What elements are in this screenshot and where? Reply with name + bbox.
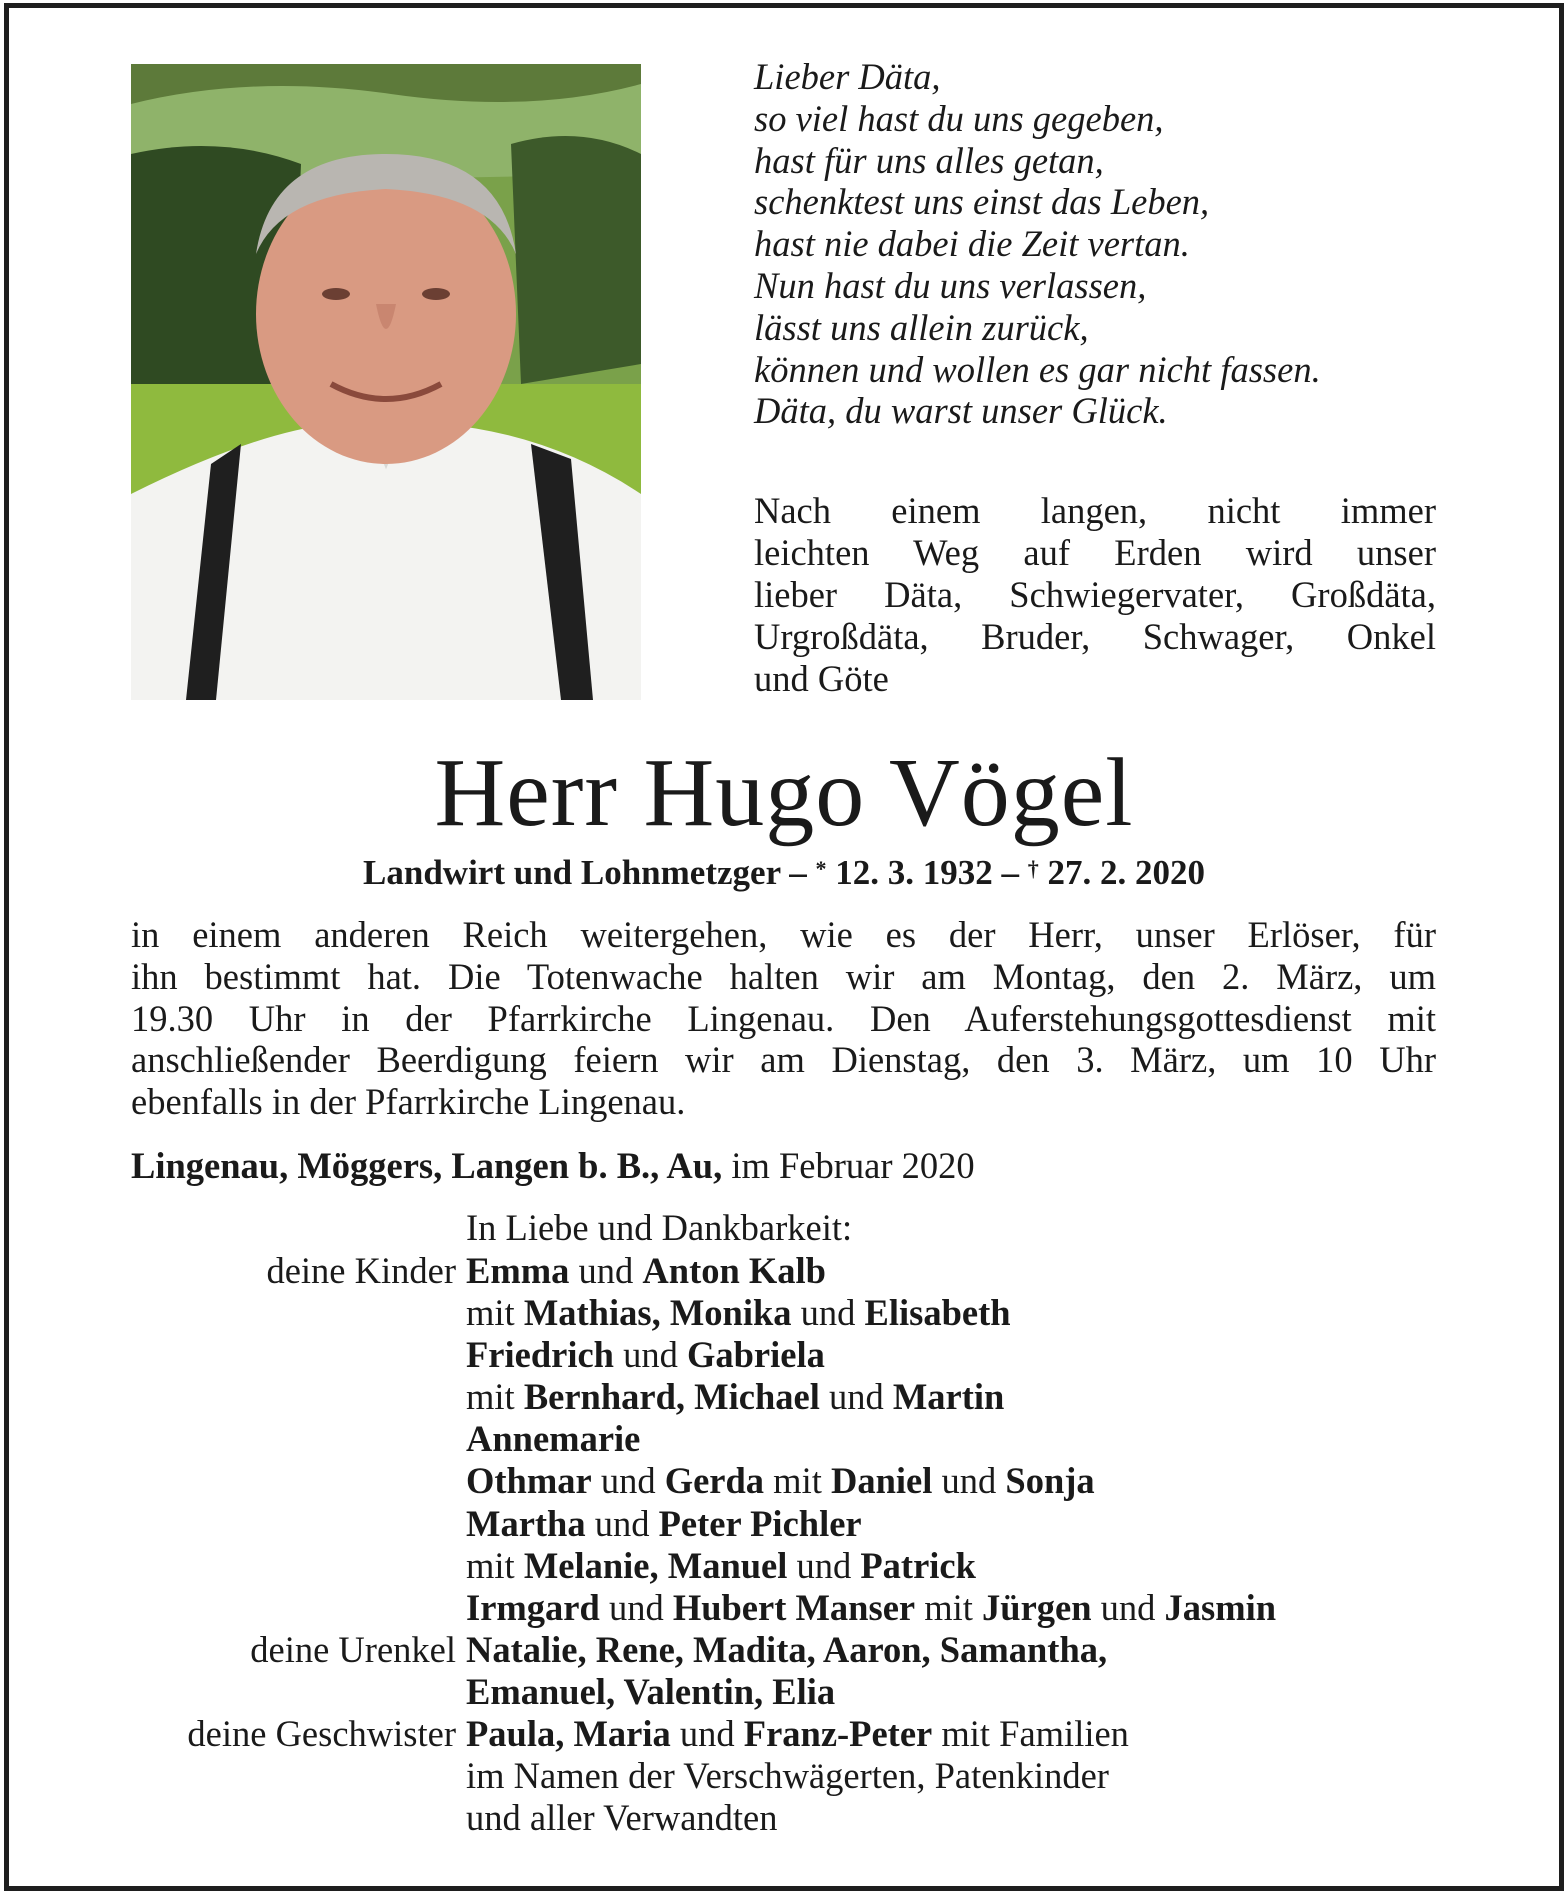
family-name: Othmar [466,1460,592,1502]
intro-line: lieber Däta, Schwiegervater, Großdäta, [754,574,1436,615]
dash: – [1001,853,1019,892]
body-line: in einem anderen Reich weitergehen, wie es der Herr, unser Erlöser, für [131,914,1436,955]
family-name: Jasmin [1164,1586,1277,1628]
deceased-name: Herr Hugo Vögel [434,739,1134,847]
family-row [0,1671,1568,1713]
family-name: Franz-Peter [743,1713,933,1755]
poem-line: so viel hast du uns gegeben, [754,97,1164,139]
children-label: deine Kinder [266,1250,456,1291]
portrait-photo [131,64,641,700]
family-row [0,1250,1568,1292]
family-row [0,1545,1568,1587]
poem-line: hast für uns alles getan, [754,139,1104,181]
poem-line: Däta, du warst unser Glück. [754,390,1168,432]
with-word: mit [466,1292,515,1334]
family-name: Irmgard [466,1586,600,1628]
family-row [0,1334,1568,1376]
closing-line: im Namen der Verschwägerten, Patenkinder [466,1755,1109,1797]
family-name: Jürgen [982,1586,1092,1628]
body-line: 19.30 Uhr in der Pfarrkirche Lingenau. Den Auferstehungsgottesdienst mit [131,997,1436,1039]
family-name: Emanuel, Valentin, Elia [466,1670,836,1712]
and-word: und [800,1292,856,1334]
thanks-line: In Liebe und Dankbarkeit: [466,1207,853,1248]
family-row [0,1292,1568,1334]
intro-line: Nach einem langen, nicht immer [754,490,1436,531]
family-name: Natalie, Rene, Madita, Aaron, Samantha, [466,1628,1108,1670]
death-symbol: † [1027,856,1039,881]
poem-line: schenktest uns einst das Leben, [754,181,1210,223]
intro-text [754,490,1436,700]
family-row [0,1460,1568,1502]
family-name: Bernhard, Michael [523,1376,820,1418]
siblings-suffix: mit Familien [941,1713,1129,1755]
family-row [0,1376,1568,1418]
poem-line: lässt uns allein zurück, [754,306,1089,348]
family-name: Peter Pichler [658,1502,862,1544]
family-row [0,1503,1568,1545]
dash: – [789,853,807,892]
family-name: Paula, Maria [466,1713,671,1755]
family-name: Sonja [1005,1460,1095,1502]
family-name: Gerda [664,1460,765,1502]
poem-line: können und wollen es gar nicht fassen. [754,348,1321,390]
and-word: und [1100,1586,1156,1628]
and-word: und [828,1376,884,1418]
and-word: und [941,1460,997,1502]
with-word: mit [466,1376,515,1418]
family-name: Mathias, Monika [523,1292,792,1334]
family-name: Martha [466,1502,586,1544]
family-row [0,1587,1568,1629]
family-name: Hubert Manser [672,1586,916,1628]
and-word: und [623,1334,678,1376]
family-list [0,1250,1568,1839]
family-name: Gabriela [686,1334,825,1376]
family-row [0,1797,1568,1839]
with-word: mit [924,1586,973,1628]
greatgrandchildren-label: deine Urenkel [250,1628,456,1670]
body-text [131,914,1436,1123]
family-name: Martin [892,1376,1005,1418]
and-word: und [796,1544,852,1586]
body-line: ihn bestimmt hat. Die Totenwache halten wir am Montag, den 2. März, um [131,955,1436,997]
family-row [0,1713,1568,1755]
birth-date: 12. 3. 1932 [835,853,993,892]
poem-line: Lieber Däta, [754,56,941,97]
life-dates [0,852,1568,894]
and-word: und [594,1502,650,1544]
siblings-label: deine Geschwister [187,1713,456,1755]
poem-line: hast nie dabei die Zeit vertan. [754,223,1190,265]
poem-line: Nun hast du uns verlassen, [754,264,1147,306]
and-word: und [578,1250,634,1291]
towns: Lingenau, Möggers, Langen b. B., Au, [131,1145,723,1186]
birth-symbol: * [815,856,827,881]
profession: Landwirt und Lohnmetzger [363,853,781,892]
body-line: anschließender Beerdigung feiern wir am Dienstag, den 3. März, um 10 Uhr [131,1039,1436,1081]
with-word: mit [466,1544,515,1586]
and-word: und [679,1713,735,1755]
family-name: Emma [466,1250,570,1291]
family-row [0,1629,1568,1671]
family-name: Annemarie [466,1418,641,1460]
family-name: Friedrich [466,1334,614,1376]
family-name: Anton Kalb [642,1250,826,1291]
family-row [0,1418,1568,1460]
family-name: Melanie, Manuel [523,1544,788,1586]
month-year: im Februar 2020 [731,1145,975,1186]
family-name: Elisabeth [864,1292,1011,1334]
family-name: Daniel [830,1460,933,1502]
family-name: Patrick [860,1544,976,1586]
family-row [0,1755,1568,1797]
with-word: mit [773,1460,822,1502]
intro-line: Urgroßdäta, Bruder, Schwager, Onkel [754,616,1436,657]
place-date [131,1145,975,1187]
intro-line: und Göte [754,658,889,699]
death-date: 27. 2. 2020 [1047,853,1205,892]
closing-line: und aller Verwandten [466,1797,778,1839]
intro-line: leichten Weg auf Erden wird unser [754,532,1436,573]
body-line: ebenfalls in der Pfarrkirche Lingenau. [131,1081,686,1123]
poem [754,56,1454,432]
and-word: und [608,1586,664,1628]
and-word: und [600,1460,656,1502]
